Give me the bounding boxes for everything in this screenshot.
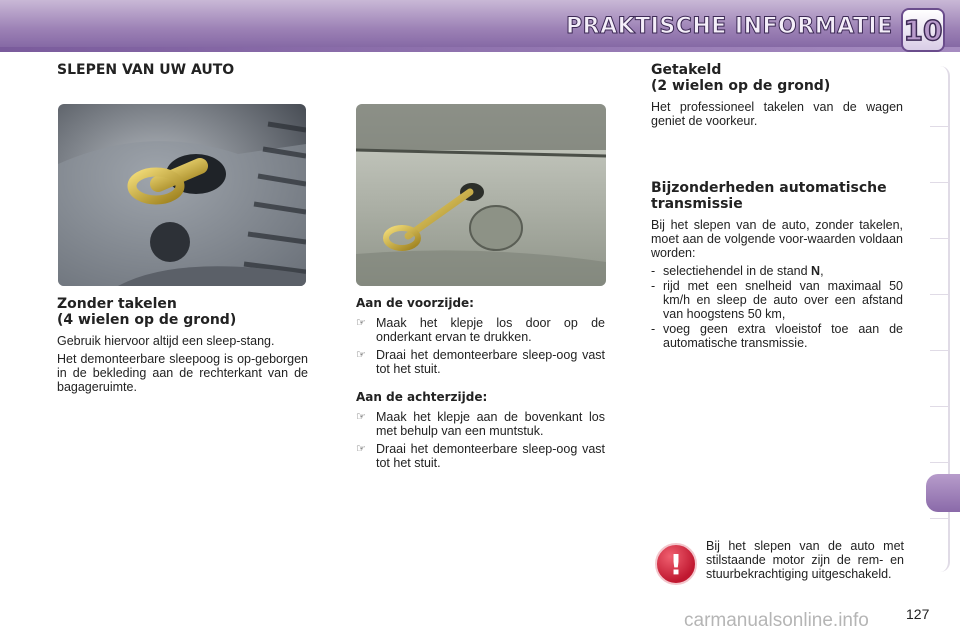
- list-item: - selectiehendel in de stand N,: [651, 264, 824, 278]
- front-subheading: Aan de voorzijde:: [356, 296, 474, 310]
- rear-subheading: Aan de achterzijde:: [356, 390, 488, 404]
- exclamation-warning-icon: !: [655, 543, 697, 585]
- watermark: carmanualsonline.info: [684, 610, 869, 631]
- warning-text: Bij het slepen van de auto met stilstaande motor zijn de rem- en stuurbekrachtiging uitgeschakeld.: [706, 539, 904, 581]
- pointing-hand-icon: ☞: [356, 443, 366, 455]
- section-auto-title: Bijzonderheden automatische transmissie: [651, 180, 887, 212]
- list-item: - rijd met een snelheid van maximaal 50 km/h en sleep de auto over een afstand van hoogstens 50 km,: [651, 279, 903, 321]
- rear-step: ☞ Draai het demonteerbare sleep-oog vast tot het stuit.: [356, 442, 605, 470]
- section-front-rear: [356, 296, 605, 474]
- chapter-number: 10: [903, 13, 943, 47]
- list-item: - voeg geen extra vloeistof toe aan de automatische transmissie.: [651, 322, 903, 350]
- rear-step: ☞ Maak het klepje aan de bovenkant los met behulp van een muntstuk.: [356, 410, 605, 438]
- section-auto-intro: Bij het slepen van de auto, zonder takelen, moet aan de volgende voor-waarden voldaan worden:: [651, 218, 903, 260]
- page-heading: SLEPEN VAN UW AUTO: [57, 62, 235, 78]
- chapter-badge: [903, 10, 943, 50]
- section-towed-title: Getakeld (2 wielen op de grond): [651, 62, 831, 94]
- chapter-title: PRAKTISCHE INFORMATIE: [566, 14, 893, 39]
- section-towed: [651, 62, 903, 132]
- rear-towing-eye-photo: [356, 104, 606, 286]
- active-chapter-tab[interactable]: [926, 474, 960, 512]
- section-no-tow: [57, 296, 308, 398]
- section-no-tow-title: Zonder takelen (4 wielen op de grond): [57, 296, 237, 328]
- front-towing-eye-photo: [58, 104, 306, 286]
- section-towed-para: Het professioneel takelen van de wagen geniet de voorkeur.: [651, 100, 903, 128]
- section-no-tow-para2: Het demonteerbare sleepoog is op-geborgen in de bekleding aan de rechterkant van de bagageruimte.: [57, 352, 308, 394]
- front-step: ☞ Draai het demonteerbare sleep-oog vast tot het stuit.: [356, 348, 605, 376]
- pointing-hand-icon: ☞: [356, 411, 366, 423]
- front-step: ☞ Maak het klepje los door op de onderkant ervan te drukken.: [356, 316, 605, 344]
- section-no-tow-para1: Gebruik hiervoor altijd een sleep-stang.: [57, 334, 275, 348]
- section-auto-transmission: [651, 180, 903, 351]
- page-number: 127: [906, 606, 930, 622]
- pointing-hand-icon: ☞: [356, 317, 366, 329]
- pointing-hand-icon: ☞: [356, 349, 366, 361]
